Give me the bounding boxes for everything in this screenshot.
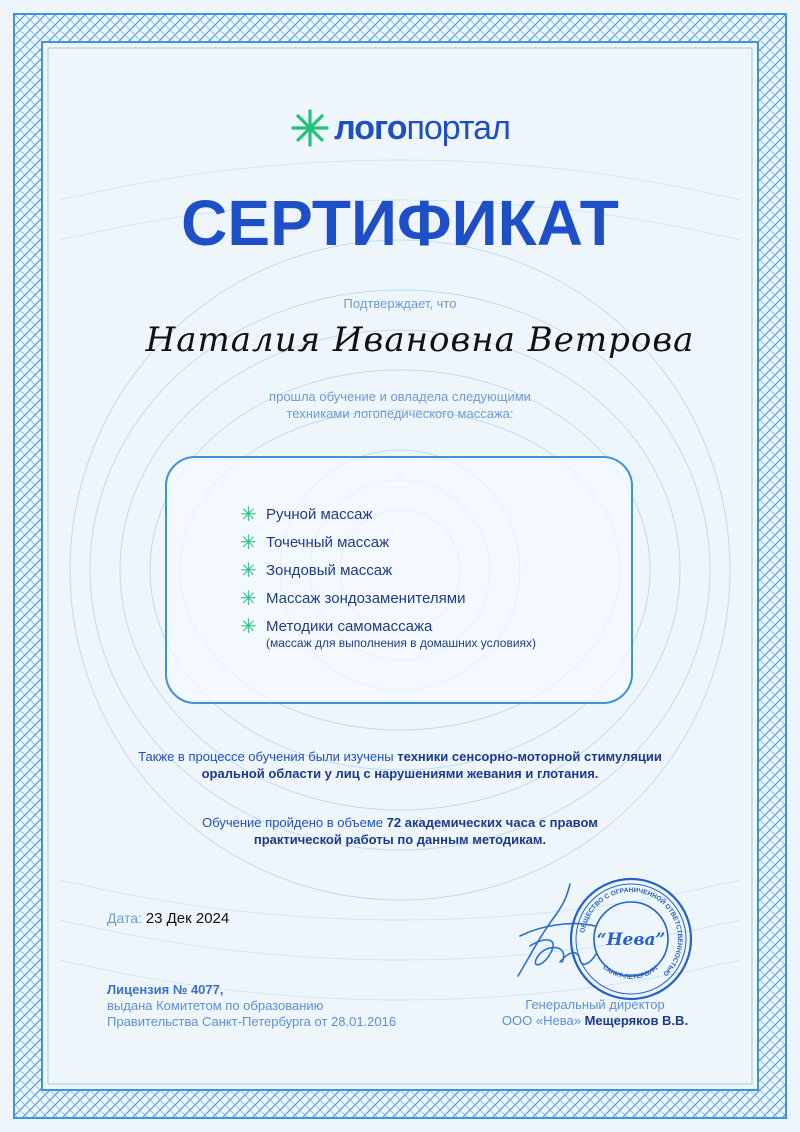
recipient-name: Наталия Ивановна Ветрова (145, 320, 695, 360)
seal-bottom-text: САНКТ-ПЕТЕРБУРГ (601, 963, 661, 981)
logo-wordmark (334, 109, 510, 148)
license-info (107, 982, 396, 1030)
hours-prefix: Обучение пройдено в объеме (202, 815, 384, 830)
techniques-list (240, 506, 536, 660)
intro-line-2: техниками логопедического массажа: (286, 406, 514, 421)
director-name: Мещеряков В.В. (584, 1013, 689, 1028)
hours-bold-line-2: практической работы по данным методикам. (253, 832, 547, 847)
list-item (240, 562, 536, 580)
also-prefix: Также в процессе обучения были изучены (138, 749, 394, 764)
director-org: ООО «Нева» (501, 1013, 581, 1028)
intro-line-1: прошла обучение и овладела следующими (269, 389, 531, 404)
company-seal (568, 876, 694, 1002)
logo (0, 108, 800, 148)
issue-date (107, 910, 229, 927)
hours-bold-line-1: 72 академических часа с правом (386, 815, 598, 830)
green-asterisk-icon: ✳ (240, 504, 257, 526)
asterisk-logo-icon (290, 108, 330, 148)
date-value: 23 Дек 2024 (145, 910, 230, 927)
hours-text (100, 814, 700, 848)
confirm-text: Подтверждает, что (343, 296, 457, 311)
green-asterisk-icon: ✳ (240, 560, 257, 582)
logo-brand-bold: лого (334, 108, 407, 147)
green-asterisk-icon: ✳ (240, 588, 257, 610)
license-line-2: выдана Комитетом по образованию (107, 998, 324, 1013)
list-item (240, 590, 536, 608)
also-bold-line-1: техники сенсорно-моторной стимуляции (397, 749, 662, 764)
license-line-3: Правительства Санкт-Петербурга от 28.01.2016 (107, 1014, 397, 1029)
license-title: Лицензия № 4077, (107, 982, 224, 997)
list-item (240, 506, 536, 524)
logo-brand-light: портал (406, 108, 510, 147)
also-studied-text (100, 748, 700, 782)
seal-ring-text: ОБЩЕСТВО С ОГРАНИЧЕННОЙ ОТВЕТСТВЕННОСТЬЮ (579, 886, 684, 978)
intro-text (0, 388, 800, 422)
green-asterisk-icon: ✳ (240, 616, 257, 638)
technique-label: Зондовый массаж (266, 562, 393, 579)
also-bold-line-2: оральной области у лиц с нарушениями жевания и глотания. (201, 766, 599, 781)
green-asterisk-icon: ✳ (240, 532, 257, 554)
certificate-title: СЕРТИФИКАТ (181, 187, 619, 259)
technique-label: Точечный массаж (266, 534, 390, 551)
list-item (240, 534, 536, 552)
date-label: Дата: (107, 910, 142, 926)
list-item (240, 618, 536, 650)
director-info (470, 997, 720, 1029)
technique-label: Ручной массаж (266, 506, 373, 523)
seal-center-text: “Нева” (596, 930, 666, 950)
technique-label: Методики самомассажа (266, 618, 433, 635)
technique-note: (массаж для выполнения в домашних условиях) (266, 636, 537, 650)
director-title: Генеральный директор (525, 997, 665, 1012)
technique-label: Массаж зондозаменителями (266, 590, 466, 607)
